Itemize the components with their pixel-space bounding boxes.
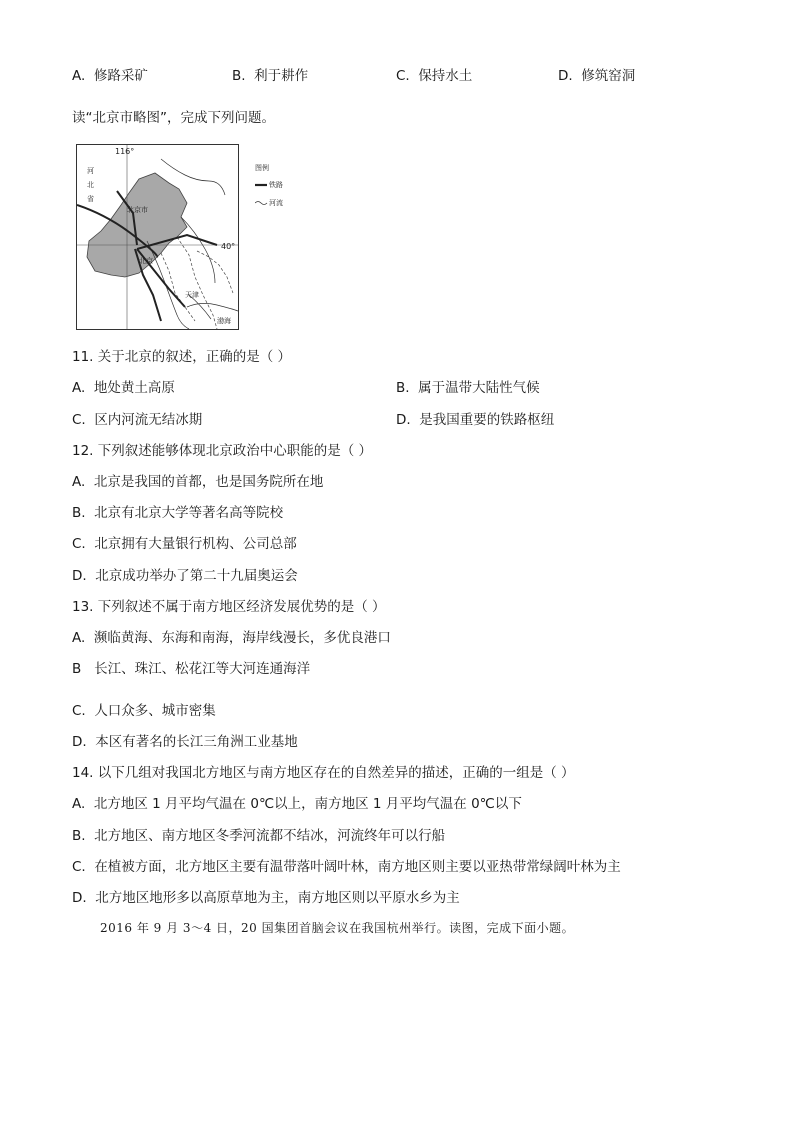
q13-option-c: C. 人口众多、城市密集 [72,703,216,719]
lat-label: 40° [221,242,236,251]
map-legend [255,162,315,212]
q12-stem: 12. 下列叙述能够体现北京政治中心职能的是（ ） [72,443,373,459]
q10-option-c: C. 保持水土 [396,68,473,84]
q13-stem: 13. 下列叙述不属于南方地区经济发展优势的是（ ） [72,599,386,615]
q14-option-d: D. 北方地区地形多以高原草地为主，南方地区则以平原水乡为主 [72,890,460,906]
q14-stem: 14. 以下几组对我国北方地区与南方地区存在的自然差异的描述，正确的一组是（ ） [72,765,575,781]
q10-option-b: B. 利于耕作 [232,68,309,84]
q11-option-b: B. 属于温带大陆性气候 [396,380,540,396]
q14-option-b: B. 北方地区、南方地区冬季河流都不结冰，河流终年可以行船 [72,828,446,844]
q14-option-c: C. 在植被方面，北方地区主要有温带落叶阔叶林，南方地区则主要以亚热带常绿阔叶林为主 [72,859,621,875]
q12-option-b: B. 北京有北京大学等著名高等院校 [72,505,284,521]
beijing-city-label: 北京市 [127,206,148,214]
tianjin-label: 天津 [185,291,199,299]
q13-option-d: D. 本区有著名的长江三角洲工业基地 [72,734,298,750]
lon-label: 116° [115,147,135,156]
hebei-3: 省 [87,195,94,203]
q12-option-d: D. 北京成功举办了第二十九届奥运会 [72,568,298,584]
q13-option-b: B 长江、珠江、松花江等大河连通海洋 [72,661,311,677]
q10-option-d: D. 修筑窑洞 [558,68,636,84]
hebei-2: 北 [87,181,94,189]
beijing-area [87,173,187,277]
river-legend-icon [255,202,267,205]
q13-option-a: A. 濒临黄海、东海和南海，海岸线漫长，多优良港口 [72,630,391,646]
legend-railway-label: 铁路 [269,181,283,189]
map-intro: 读“北京市略图”，完成下列问题。 [72,110,275,126]
q11-option-c: C. 区内河流无结冰期 [72,412,203,428]
q10-option-a: A. 修路采矿 [72,68,148,84]
q11-stem: 11. 关于北京的叙述，正确的是（ ） [72,349,292,365]
bohai-label: 渤海 [217,317,231,325]
next-section-intro: 2016 年 9 月 3～4 日，20 国集团首脑会议在我国杭州举行。读图，完成下面小题。 [100,921,575,935]
q14-option-a: A. 北方地区 1 月平均气温在 0℃以上，南方地区 1 月平均气温在 0℃以下 [72,796,522,812]
hebei-1: 河 [87,167,94,175]
q12-option-a: A. 北京是我国的首都，也是国务院所在地 [72,474,324,490]
legend-river-label: 河流 [269,199,283,207]
beijing-label: 北京 [139,257,153,265]
q11-option-d: D. 是我国重要的铁路枢纽 [396,412,555,428]
q12-option-c: C. 北京拥有大量银行机构、公司总部 [72,536,297,552]
beijing-map [76,144,239,330]
q11-option-a: A. 地处黄土高原 [72,380,175,396]
legend-title-label: 图例 [255,164,269,172]
